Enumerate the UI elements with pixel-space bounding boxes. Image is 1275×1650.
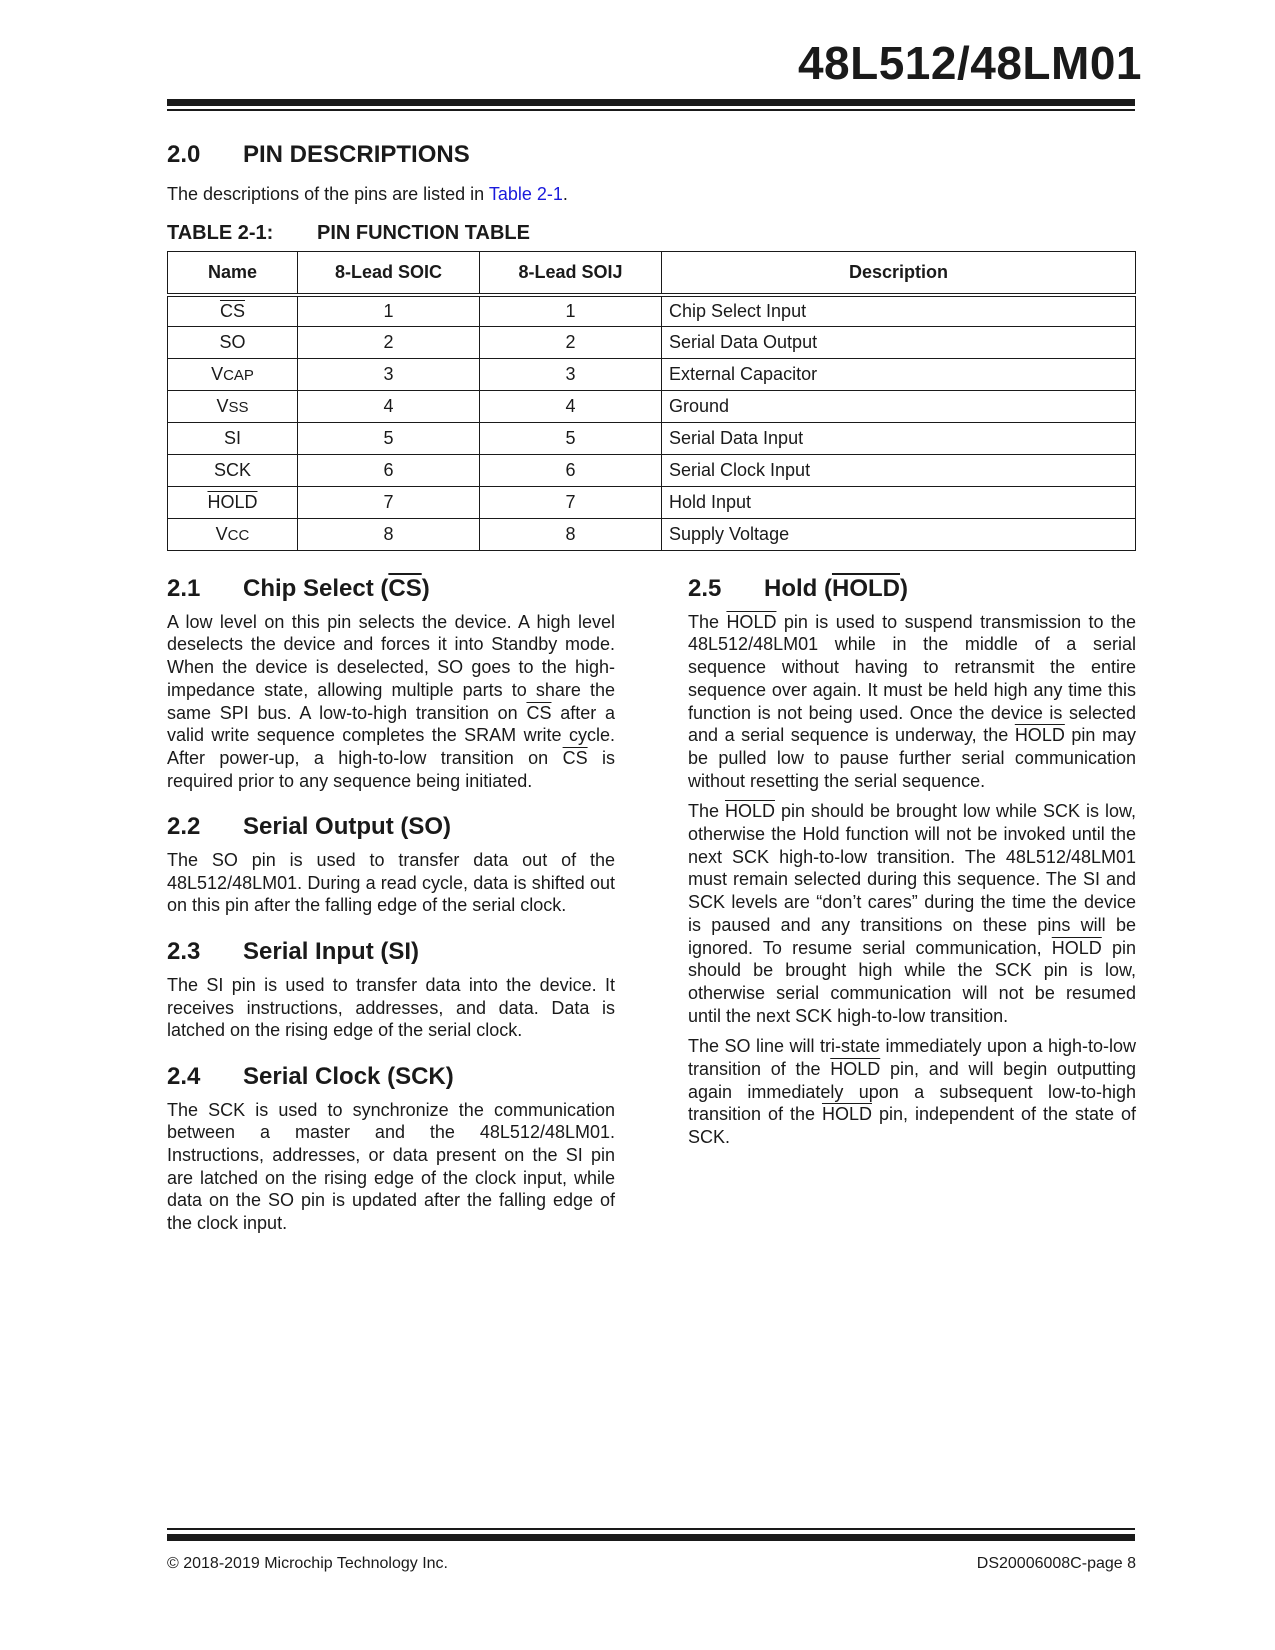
pin-soic: 3 — [298, 359, 480, 391]
pin-soij: 8 — [480, 519, 662, 551]
section-2-0-heading — [167, 141, 470, 169]
table-row — [168, 423, 1136, 455]
section-2-3-heading — [167, 938, 615, 966]
section-number: 2.5 — [688, 575, 722, 602]
intro-suffix: . — [562, 184, 568, 204]
left-column — [167, 575, 616, 1235]
section-title: Chip Select ( — [243, 575, 389, 602]
section-2-5-paragraph-2 — [688, 800, 1136, 1027]
pin-soic: 1 — [298, 295, 480, 327]
section-title: Serial Clock (SCK) — [243, 1062, 454, 1090]
pin-name — [168, 391, 298, 423]
header-rule-thin — [167, 109, 1135, 111]
pin-soij: 4 — [480, 391, 662, 423]
table-row — [168, 327, 1136, 359]
table-row — [168, 487, 1136, 519]
section-title: Hold ( — [764, 575, 832, 602]
signal-name: HOLD — [831, 575, 900, 602]
text-run: pin should be brought high while the SCK pin is low, otherwise serial communication will not be resumed until the next SCK high-to-low transition. — [688, 937, 1136, 1026]
signal-name: HOLD — [821, 1104, 872, 1125]
pin-soic: 5 — [298, 423, 480, 455]
section-number: 2.3 — [167, 938, 201, 966]
signal-name: $\overline{CS}$ — [526, 702, 552, 723]
section-2-5-paragraph-3 — [688, 1035, 1136, 1149]
pin-description: Serial Data Input — [662, 423, 1136, 455]
right-column — [688, 575, 1136, 1149]
section-2-1-paragraph — [167, 611, 615, 793]
section-2-4-heading — [167, 1062, 615, 1090]
pin-name: SO — [168, 327, 298, 359]
intro-text: The descriptions of the pins are listed in — [167, 184, 489, 204]
signal-name: $\overline{CS}$ — [562, 747, 588, 768]
section-number: 2.2 — [167, 813, 201, 841]
pin-soic: 2 — [298, 327, 480, 359]
pin-description: Serial Clock Input — [662, 455, 1136, 487]
section-title: Serial Output (SO) — [243, 813, 452, 841]
table-header-row — [168, 252, 1136, 295]
pin-description: Chip Select Input — [662, 295, 1136, 327]
pin-soic: 4 — [298, 391, 480, 423]
pin-name — [168, 359, 298, 391]
pin-description: Ground — [662, 391, 1136, 423]
pin-name-sub: SS — [228, 399, 249, 416]
text-run: pin may be pulled low to pause further serial communication without resetting the serial sequence. — [688, 725, 1136, 791]
text-run: A low level on this pin selects the device. A high level deselects the device and forces it into Standby mode. When the device is deselected, SO goes to the high-impedance state, allowing multiple parts to share the same SPI bus. A low-to-high transition on — [167, 611, 615, 723]
pin-soij: 5 — [480, 423, 662, 455]
footer-copyright: © 2018-2019 Microchip Technology Inc. — [167, 1555, 448, 1572]
signal-name: HOLD — [1051, 937, 1102, 958]
section-2-0-intro — [167, 184, 568, 205]
pin-name-main: V — [216, 396, 229, 416]
pin-name-sub: CC — [227, 527, 250, 544]
header-name: Name — [168, 252, 298, 295]
pin-soic: 7 — [298, 487, 480, 519]
table-row — [168, 455, 1136, 487]
section-title: Serial Input (SI) — [243, 938, 420, 966]
document-title: 48L512/48LM01 — [797, 37, 1142, 89]
table-number: TABLE 2-1: — [167, 222, 274, 244]
table-row — [168, 295, 1136, 327]
pin-description: Serial Data Output — [662, 327, 1136, 359]
pin-soic: 6 — [298, 455, 480, 487]
section-2-4-paragraph: The SCK is used to synchronize the communication between a master and the 48L512/48LM01. Instructions, addresses, or data present on the SI pin are latched on the rising edge of the clock input, while data on the SO pin is updated after the falling edge of the clock input. — [167, 1099, 615, 1234]
pin-soij: 2 — [480, 327, 662, 359]
pin-name-main: V — [211, 364, 224, 384]
section-title: PIN DESCRIPTIONS — [243, 141, 470, 168]
pin-name-sub: CAP — [223, 367, 254, 384]
table-title: PIN FUNCTION TABLE — [317, 222, 530, 244]
pin-name-text: $\overline{CS}$ — [219, 300, 245, 321]
pin-function-table — [167, 251, 1136, 551]
header-rule-thick — [167, 99, 1135, 106]
signal-name: CS — [388, 575, 422, 602]
pin-soic: 8 — [298, 519, 480, 551]
header-description: Description — [662, 252, 1136, 295]
pin-soij: 6 — [480, 455, 662, 487]
table-caption — [167, 222, 530, 245]
section-2-2-paragraph: The SO pin is used to transfer data out of the 48L512/48LM01. During a read cycle, data is shifted out on this pin after the falling edge of the serial clock. — [167, 850, 615, 916]
pin-name — [168, 519, 298, 551]
pin-description: Supply Voltage — [662, 519, 1136, 551]
text-run: pin, and will begin outputting again immediately upon a subsequent low-to-high transition of the — [688, 1059, 1136, 1125]
table-row — [168, 519, 1136, 551]
pin-name-main: V — [215, 524, 228, 544]
text-run: pin should be brought low while SCK is low, otherwise the Hold function will not be invoked until the next SCK high-to-low transition. The 48L512/48LM01 must remain selected during this sequence. The SI and SCK levels are “don’t cares” during the time the device is paused and any transitions on these pins will be ignored. To resume serial communication, — [688, 801, 1136, 958]
pin-soij: 3 — [480, 359, 662, 391]
section-number: 2.4 — [167, 1062, 201, 1090]
signal-name: HOLD — [830, 1059, 881, 1080]
section-number: 2.1 — [167, 575, 201, 602]
header-soic: 8-Lead SOIC — [298, 252, 480, 295]
footer-rule-thin — [167, 1528, 1135, 1530]
header-soij: 8-Lead SOIJ — [480, 252, 662, 295]
table-2-1-link[interactable]: Table 2-1 — [488, 184, 563, 204]
text-run: pin is used to suspend transmission to the 48L512/48LM01 while in the middle of a serial sequence without having to retransmit the entire sequence over again. It must be held high any time this function is not being used. Once the device is selected and a serial sequence is underway, the — [688, 611, 1136, 746]
section-2-5-paragraph-1 — [688, 611, 1136, 793]
table-row — [168, 359, 1136, 391]
pin-soij: 7 — [480, 487, 662, 519]
signal-name: HOLD — [1014, 725, 1065, 746]
text-run: The — [688, 611, 727, 632]
section-2-2-heading — [167, 813, 615, 841]
pin-name: SCK — [168, 455, 298, 487]
pin-name-text: HOLD — [207, 492, 258, 512]
pin-name: SI — [168, 423, 298, 455]
footer-rule-thick — [167, 1534, 1135, 1541]
pin-name — [168, 487, 298, 519]
section-2-3-paragraph: The SI pin is used to transfer data into the device. It receives instructions, addresses, and data. Data is latched on the rising edge of the serial clock. — [167, 974, 615, 1041]
section-number: 2.0 — [167, 141, 201, 168]
section-2-1-heading — [167, 575, 615, 602]
pin-soij: 1 — [480, 295, 662, 327]
pin-description: External Capacitor — [662, 359, 1136, 391]
text-run: after a valid write sequence completes the SRAM write cycle. After power-up, a high-to-low transition on — [167, 702, 616, 768]
text-run: The SO line will tri-state immediately upon a high-to-low transition of the — [688, 1036, 1136, 1080]
section-title-suffix: ) — [899, 575, 908, 602]
text-run: The — [688, 801, 725, 822]
pin-description: Hold Input — [662, 487, 1136, 519]
section-2-5-heading — [688, 575, 1136, 602]
pin-name — [168, 295, 298, 327]
table-row — [168, 391, 1136, 423]
signal-name: HOLD — [726, 611, 777, 632]
text-run: is required prior to any sequence being initiated. — [167, 747, 616, 791]
section-title-suffix: ) — [421, 575, 430, 602]
footer-page-ref: DS20006008C-page 8 — [976, 1555, 1136, 1572]
text-run: pin, independent of the state of SCK. — [688, 1104, 1136, 1148]
signal-name: HOLD — [725, 801, 776, 822]
